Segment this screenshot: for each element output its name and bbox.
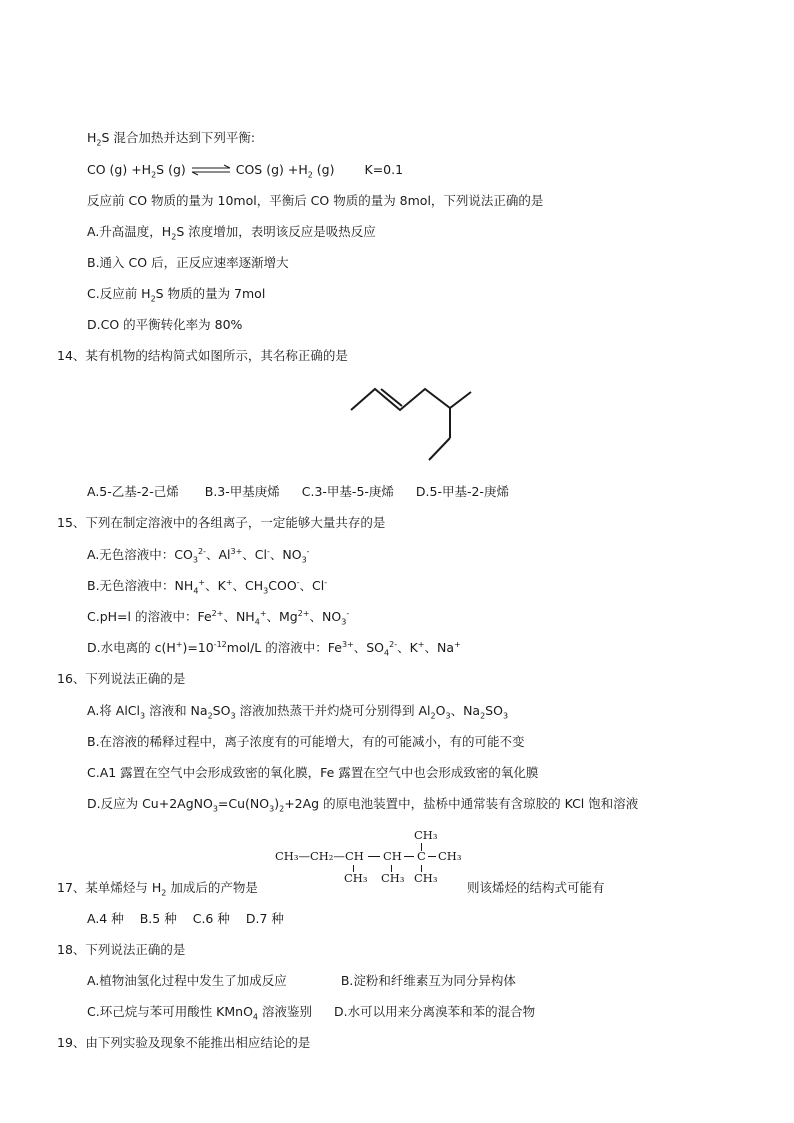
q15-stem: 15、下列在制定溶液中的各组离子，一定能够大量共存的是 <box>57 515 386 530</box>
q13-stem: 反应前 CO 物质的量为 10mol，平衡后 CO 物质的量为 8mol，下列说法正确的是 <box>87 193 544 208</box>
q16-option-d-text: +2Ag 的原电池装置中，盐桥中通常装有含琼胶的 KCl 饱和溶液 <box>284 796 639 811</box>
equilibrium-constant: K=0.1 <box>364 162 404 177</box>
q18-option-b: B.淀粉和纤维素互为同分异构体 <box>340 973 516 988</box>
q18-option-c: C.环己烷与苯可用酸性 KMnO$_4$ 溶液鉴别 <box>87 1004 312 1022</box>
q17-stem-pre: 17、某单烯烃与 <box>57 880 148 895</box>
bond-2 <box>404 856 414 857</box>
q14-options <box>87 484 509 500</box>
q18-row-1 <box>87 973 516 989</box>
alkane-structural-formula <box>275 825 475 887</box>
q13-option-a: A.升高温度，$H_2S$ 浓度增加，表明该反应是吸热反应 <box>87 224 376 242</box>
equilibrium-arrow-icon <box>190 165 232 175</box>
q17-option-b: B.5 种 <box>139 911 177 926</box>
intro-line: $H_2S$ 混合加热并达到下列平衡: <box>87 130 256 148</box>
q15-option-d: D.水电离的 $c(H^+)=10^{-12}mol/L$ 的溶液中：$Fe^{3+}$、$SO_4^{2-}$、K+、Na+ <box>87 639 461 658</box>
q13-option-b: B.通入 CO 后，正反应速率逐渐增大 <box>87 255 289 270</box>
q14-stem: 14、某有机物的结构简式如图所示，其名称正确的是 <box>57 348 348 363</box>
equilibrium-equation: CO $(g) +H_2S$ (g) COS $(g) +H_2$ (g) K=0.1 <box>87 162 404 180</box>
q15-option-c: C.pH=l 的溶液中：$Fe^{2+}$、$NH_4^+$、$Mg^{2+}$、$NO_3^-$ <box>87 608 350 627</box>
bond-1 <box>368 856 380 857</box>
ethyl-chain: CH₃—CH₂— <box>275 849 345 863</box>
q17-stem: 17、某单烯烃与 $H_2$ 加成后的产物是 <box>57 880 258 898</box>
q18-row-2 <box>87 1004 535 1020</box>
q15-option-a: A.无色溶液中：$CO_3^{2-}$、$Al^{3+}$、Cl-、$NO_3^-$ <box>87 546 310 565</box>
methyl-bottom-2: CH₃ <box>381 871 405 885</box>
q14-option-b: B.3-甲基庚烯 <box>204 484 280 499</box>
q17-stem-mid: 加成后的产物是 <box>170 880 258 895</box>
q16-option-b: B.在溶液的稀释过程中，离子浓度有的可能增大，有的可能减小，有的可能不变 <box>87 734 525 749</box>
q17-option-c: C.6 种 <box>192 911 230 926</box>
q13-option-c-text: S 物质的量为 7mol <box>155 286 266 301</box>
carbon-quaternary: C <box>417 849 426 863</box>
q19-stem: 19、由下列实验及现象不能推出相应结论的是 <box>57 1035 311 1050</box>
q18-option-a: A.植物油氢化过程中发生了加成反应 <box>87 973 287 988</box>
q16-option-d: D.反应为 $Cu+2AgNO_3=Cu(NO_3)_2+2Ag$ 的原电池装置中，盐桥中通常装有含琼胶的 KCl 饱和溶液 <box>87 796 639 814</box>
q14-option-d: D.5-甲基-2-庚烯 <box>415 484 509 499</box>
q17-stem-post: 则该烯烃的结构式可能有 <box>467 880 605 895</box>
q14-option-a: A.5-乙基-2-己烯 <box>87 484 179 499</box>
q13-option-a-text: 浓度增加，表明该反应是吸热反应 <box>188 224 376 239</box>
bond-3 <box>428 856 436 857</box>
methyl-bottom-1: CH₃ <box>344 871 368 885</box>
carbon-ch-2: CH <box>383 849 402 863</box>
intro-text: S 混合加热并达到下列平衡: <box>101 130 256 145</box>
q14-option-c: C.3-甲基-5-庚烯 <box>301 484 394 499</box>
q17-options <box>87 911 284 927</box>
carbon-ch-1: CH <box>345 849 364 863</box>
methyl-bottom-3: CH₃ <box>414 871 438 885</box>
methyl-right: CH₃ <box>438 849 462 863</box>
q18-stem: 18、下列说法正确的是 <box>57 942 186 957</box>
q16-option-a: A.将 AlCl$_3$ 溶液和 $Na_2SO_3$ 溶液加热蒸干并灼烧可分别得到 $Al_2O_3$、$Na_2SO_3$ <box>87 703 509 721</box>
q16-stem: 16、下列说法正确的是 <box>57 671 186 686</box>
skeletal-structure-diagram <box>345 378 475 468</box>
q17-option-a: A.4 种 <box>87 911 124 926</box>
q16-option-c: C.A1 露置在空气中会形成致密的氧化膜，Fe 露置在空气中也会形成致密的氧化膜 <box>87 765 539 780</box>
q13-option-d: D.CO 的平衡转化率为 80% <box>87 317 243 332</box>
q18-option-d: D.水可以用来分离溴苯和苯的混合物 <box>334 1004 536 1019</box>
q13-option-c: C.反应前 $H_2S$ 物质的量为 7mol <box>87 286 266 304</box>
q17-option-d: D.7 种 <box>245 911 284 926</box>
methyl-top: CH₃ <box>414 828 438 842</box>
q15-option-b: B.无色溶液中：$NH_4^+$、K+、$CH_3COO^-$、Cl- <box>87 577 328 596</box>
